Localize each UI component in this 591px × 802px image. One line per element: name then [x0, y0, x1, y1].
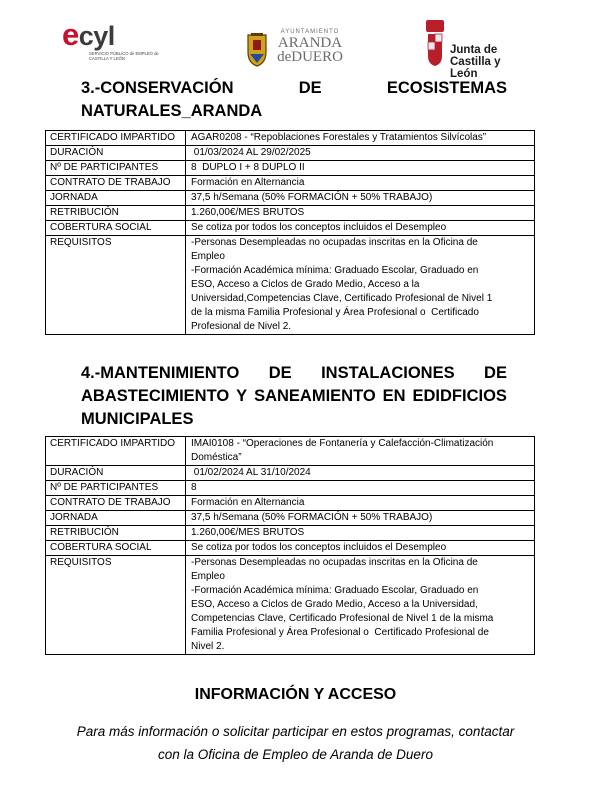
value-line: Se cotiza por todos los conceptos incluidos el Desempleo: [191, 222, 447, 233]
table-row: [46, 161, 535, 176]
value-line: Competencias Clave, Certificado Profesional de Nivel 1 de la misma: [191, 613, 494, 624]
row-label: CERTIFICADO IMPARTIDO: [46, 131, 186, 146]
row-label: CERTIFICADO IMPARTIDO: [46, 437, 186, 466]
table-row: [46, 236, 535, 335]
value-line: Formación en Alternancia: [191, 497, 305, 508]
value-line: IMAI0108 - “Operaciones de Fontanería y Calefacción-Climatización: [191, 438, 494, 449]
table-row: [46, 206, 535, 221]
aranda-name-line2: deDUERO: [277, 49, 343, 65]
section-4-title: [81, 362, 507, 431]
aranda-name-line1: ARANDA: [277, 35, 343, 51]
row-value: [186, 526, 535, 541]
row-label: REQUISITOS: [46, 556, 186, 655]
value-line: Nivel 2.: [191, 641, 225, 652]
ecyl-rest-letters: cyl: [78, 21, 115, 51]
row-value: [186, 161, 535, 176]
value-line: 1.260,00€/MES BRUTOS: [191, 207, 305, 218]
value-line: 37,5 h/Semana (50% FORMACIÓN + 50% TRABAJO): [191, 512, 433, 523]
row-label: CONTRATO DE TRABAJO: [46, 496, 186, 511]
row-label: CONTRATO DE TRABAJO: [46, 176, 186, 191]
value-line: Formación en Alternancia: [191, 177, 305, 188]
title-word: Y: [236, 387, 248, 405]
row-value: [186, 481, 535, 496]
table-row: [46, 131, 535, 146]
row-label: Nº DE PARTICIPANTES: [46, 161, 186, 176]
aranda-crest-icon: [244, 32, 270, 68]
value-line: 01/02/2024 AL 31/10/2024: [191, 467, 311, 478]
value-line: -Formación Académica mínima: Graduado Escolar, Graduado en: [191, 265, 479, 276]
row-value: [186, 131, 535, 146]
junta-logo: [424, 18, 524, 80]
row-value: [186, 511, 535, 526]
section-3-title-line1: [81, 77, 507, 100]
row-value: [186, 437, 535, 466]
row-label: JORNADA: [46, 191, 186, 206]
section-4-title-line3: MUNICIPALES: [81, 410, 194, 428]
junta-text: [450, 44, 524, 80]
info-line1: Para más información o solicitar participar en estos programas, contactar: [76, 724, 515, 739]
table-row: [46, 496, 535, 511]
table-row: [46, 466, 535, 481]
row-value: [186, 191, 535, 206]
row-label: JORNADA: [46, 511, 186, 526]
row-value: [186, 496, 535, 511]
title-word: ECOSISTEMAS: [386, 79, 507, 97]
row-value: [186, 236, 535, 335]
value-line: 1.260,00€/MES BRUTOS: [191, 527, 305, 538]
aranda-text: [272, 28, 348, 64]
junta-line2: Castilla y León: [450, 56, 501, 80]
table-row: [46, 541, 535, 556]
row-value: [186, 541, 535, 556]
row-value: [186, 206, 535, 221]
title-word: EN: [382, 387, 406, 405]
header-logos: [0, 0, 591, 80]
title-word: EDIDFICIOS: [412, 387, 507, 405]
value-line: Empleo: [191, 251, 225, 262]
junta-line1: Junta de: [450, 44, 498, 56]
value-line: de la misma Familia Profesional y Área Profesional o Certificado: [191, 307, 479, 318]
aranda-ayuntamiento: AYUNTAMIENTO: [280, 29, 340, 35]
value-line: Empleo: [191, 571, 225, 582]
value-line: Profesional de Nivel 2.: [191, 321, 292, 332]
value-line: 8: [191, 482, 197, 493]
ecyl-logo: [62, 17, 172, 64]
title-word: DE: [268, 364, 292, 382]
aranda-logo: [244, 22, 354, 72]
row-label: COBERTURA SOCIAL: [46, 541, 186, 556]
row-label: COBERTURA SOCIAL: [46, 221, 186, 236]
table-row: [46, 176, 535, 191]
table-row: [46, 481, 535, 496]
table-row: [46, 526, 535, 541]
value-line: Universidad,Competencias Clave, Certificado Profesional de Nivel 1: [191, 293, 493, 304]
row-label: RETRIBUCIÓN: [46, 206, 186, 221]
info-text: [30, 720, 561, 766]
info-title: INFORMACIÓN Y ACCESO: [194, 686, 397, 703]
table-row: [46, 221, 535, 236]
value-line: Familia Profesional y Área Profesional o Certificado Profesional de: [191, 627, 489, 638]
row-label: Nº DE PARTICIPANTES: [46, 481, 186, 496]
row-value: [186, 556, 535, 655]
value-line: ESO, Acceso a Ciclos de Grado Medio, Acceso a la: [191, 279, 420, 290]
row-label: REQUISITOS: [46, 236, 186, 335]
row-value: [186, 221, 535, 236]
title-word: 3.-CONSERVACIÓN: [81, 79, 234, 97]
value-line: 01/03/2024 AL 29/02/2025: [191, 147, 311, 158]
value-line: -Formación Académica mínima: Graduado Escolar, Graduado en: [191, 585, 479, 596]
title-word: DE: [298, 79, 322, 97]
value-line: AGAR0208 - “Repoblaciones Forestales y Tratamientos Silvícolas”: [191, 132, 487, 143]
section-4-title-line2: [81, 385, 507, 408]
section-3-title-line2: NATURALES_ARANDA: [81, 102, 263, 120]
table-row: [46, 511, 535, 526]
row-label: DURACIÓN: [46, 146, 186, 161]
row-value: [186, 176, 535, 191]
title-word: 4.-MANTENIMIENTO: [81, 364, 240, 382]
value-line: 37,5 h/Semana (50% FORMACIÓN + 50% TRABAJO): [191, 192, 433, 203]
value-line: -Personas Desempleadas no ocupadas inscritas en la Oficina de: [191, 557, 478, 568]
table-row: [46, 556, 535, 655]
row-value: [186, 146, 535, 161]
section-4-title-line1: [81, 362, 507, 385]
value-line: -Personas Desempleadas no ocupadas inscritas en la Oficina de: [191, 237, 478, 248]
section-3-title: [81, 77, 507, 123]
value-line: Se cotiza por todos los conceptos incluidos el Desempleo: [191, 542, 447, 553]
value-line: Doméstica”: [191, 452, 242, 463]
table-row: [46, 191, 535, 206]
info-line2: con la Oficina de Empleo de Aranda de Duero: [158, 747, 433, 762]
row-value: [186, 466, 535, 481]
title-word: SANEAMIENTO: [254, 387, 376, 405]
title-word: ABASTECIMIENTO: [81, 387, 230, 405]
section-4-table: [45, 436, 535, 655]
value-line: ESO, Acceso a Ciclos de Grado Medio, Acceso a la Universidad,: [191, 599, 478, 610]
table-row: [46, 437, 535, 466]
ecyl-subtitle: SERVICIO PÚBLICO de EMPLEO de CASTILLA Y LEÓN: [89, 51, 159, 61]
ecyl-e-letter: e: [62, 17, 79, 52]
title-word: INSTALACIONES: [321, 364, 455, 382]
section-3-table: [45, 130, 535, 335]
title-word: DE: [484, 364, 507, 382]
row-label: RETRIBUCIÓN: [46, 526, 186, 541]
junta-crest-icon: [424, 18, 446, 68]
value-line: 8 DUPLO I + 8 DUPLO II: [191, 162, 305, 173]
ecyl-wordmark: [62, 17, 115, 52]
row-label: DURACIÓN: [46, 466, 186, 481]
table-row: [46, 146, 535, 161]
